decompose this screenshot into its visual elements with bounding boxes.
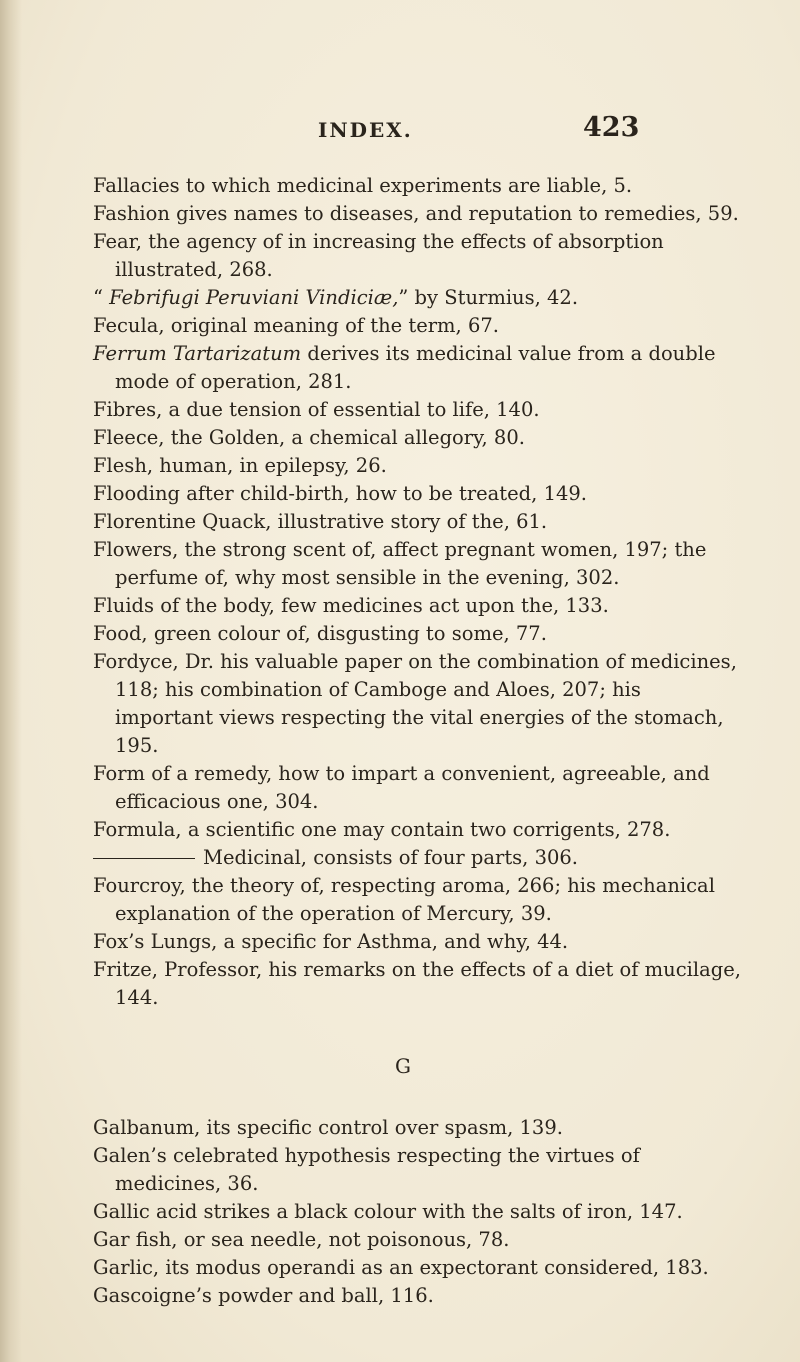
entry-text: Flowers, the strong scent of, affect pregnant women, 197; the perfume of, why most sensible in the evening, 302.: [93, 538, 707, 589]
entry-text: derives its medicinal value from a double mode of operation, 281.: [115, 342, 716, 393]
page-number: 423: [583, 112, 640, 143]
running-head: INDEX.: [318, 118, 413, 142]
index-entry: [93, 1142, 743, 1198]
entry-text: Fox’s Lungs, a specific for Asthma, and why, 44.: [93, 930, 569, 953]
entry-text: Medicinal, consists of four parts, 306.: [203, 846, 578, 869]
entry-text: Fibres, a due tension of essential to life, 140.: [93, 398, 540, 421]
entry-text: Gallic acid strikes a black colour with the salts of iron, 147.: [93, 1200, 683, 1223]
entry-text: Fordyce, Dr. his valuable paper on the combination of medicines, 118; his combination of Camboge and Aloes, 207; his important views respecting the vital energies of the stomach, 195.: [93, 650, 737, 757]
entry-text: Fallacies to which medicinal experiments are liable, 5.: [93, 174, 633, 197]
spine-shadow: [0, 0, 22, 1362]
entry-text: Flooding after child-birth, how to be treated, 149.: [93, 482, 587, 505]
section-letter-g: G: [395, 1054, 411, 1078]
index-entry: [93, 452, 743, 480]
entry-text: Gar fish, or sea needle, not poisonous, 78.: [93, 1228, 510, 1251]
index-entry: [93, 536, 743, 592]
entry-text: Fluids of the body, few medicines act upon the, 133.: [93, 594, 609, 617]
entry-text: Garlic, its modus operandi as an expectorant considered, 183.: [93, 1256, 709, 1279]
entry-text: Galen’s celebrated hypothesis respecting the virtues of medicines, 36.: [93, 1144, 640, 1195]
page-header: [0, 112, 800, 158]
index-entry: [93, 508, 743, 536]
entry-text: Formula, a scientific one may contain two corrigents, 278.: [93, 818, 671, 841]
index-entry: [93, 424, 743, 452]
index-entry: [93, 592, 743, 620]
entry-text: Fourcroy, the theory of, respecting aroma, 266; his mechanical explanation of the operation of Mercury, 39.: [93, 874, 715, 925]
entry-text: Florentine Quack, illustrative story of the, 61.: [93, 510, 548, 533]
entry-text: Fear, the agency of in increasing the effects of absorption illustrated, 268.: [93, 230, 664, 281]
index-entry: [93, 956, 743, 1012]
index-entry: [93, 396, 743, 424]
index-entry: [93, 172, 743, 200]
index-entry: [93, 228, 743, 284]
index-entry: [93, 648, 743, 760]
index-entry: [93, 340, 743, 396]
index-entry: [93, 1226, 743, 1254]
section-g-entries: [93, 1114, 743, 1310]
entry-text: Form of a remedy, how to impart a convenient, agreeable, and efficacious one, 304.: [93, 762, 710, 813]
section-f-entries: [93, 172, 743, 1012]
ditto-rule: [93, 858, 195, 859]
open-quote: “: [93, 286, 110, 309]
index-entry: [93, 1114, 743, 1142]
entry-text: Fleece, the Golden, a chemical allegory, 80.: [93, 426, 525, 449]
entry-text: Fecula, original meaning of the term, 67.: [93, 314, 499, 337]
entry-text: Food, green colour of, disgusting to some, 77.: [93, 622, 547, 645]
index-entry: [93, 200, 743, 228]
index-entries: [93, 172, 743, 1310]
index-entry: [93, 872, 743, 928]
index-entry: [93, 1254, 743, 1282]
index-entry: [93, 620, 743, 648]
entry-text: Gascoigne’s powder and ball, 116.: [93, 1284, 434, 1307]
index-entry: [93, 480, 743, 508]
entry-italic-title: Ferrum Tartarizatum: [93, 342, 302, 365]
entry-text: Flesh, human, in epilepsy, 26.: [93, 454, 387, 477]
entry-text: Fashion gives names to diseases, and reputation to remedies, 59.: [93, 202, 739, 225]
entry-italic-title: Febrifugi Peruviani Vindiciæ,: [109, 286, 399, 309]
index-entry: [93, 816, 743, 844]
entry-text: Galbanum, its specific control over spasm, 139.: [93, 1116, 563, 1139]
index-entry: [93, 1198, 743, 1226]
index-entry: [93, 1282, 743, 1310]
index-entry: [93, 844, 743, 872]
entry-text: Fritze, Professor, his remarks on the effects of a diet of mucilage, 144.: [93, 958, 741, 1009]
index-entry: [93, 284, 743, 312]
index-entry: [93, 928, 743, 956]
entry-text: ” by Sturmius, 42.: [398, 286, 579, 309]
index-entry: [93, 760, 743, 816]
index-entry: [93, 312, 743, 340]
